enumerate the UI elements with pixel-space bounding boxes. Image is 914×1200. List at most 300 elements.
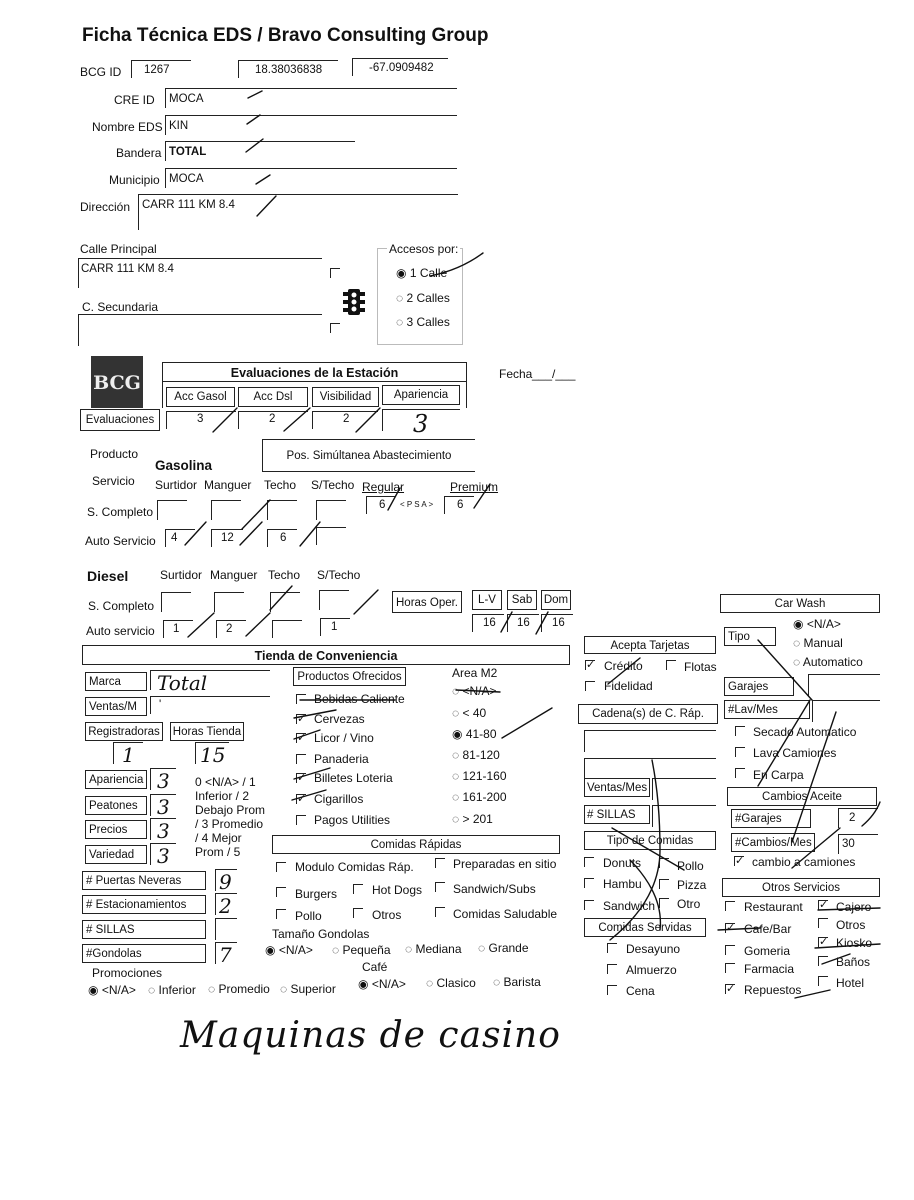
premium-value[interactable]: 6 [444,496,474,514]
puertas-neveras-label: # Puertas Neveras [82,871,206,890]
radio-icon: ◌ [405,942,413,956]
radio-icon: ◌ [426,976,434,990]
secado-checkbox[interactable] [735,726,745,736]
nombre-eds-value: KIN [169,120,189,132]
promo-option-0-label: <N/A> [101,983,136,997]
direccion-value: CARR 111 KM 8.4 [142,199,235,211]
gasolina-label: Gasolina [155,458,213,473]
lav-mes-value[interactable] [812,700,880,722]
visibilidad-value[interactable]: 2 [312,411,378,429]
horas-dom-header: Dom [541,590,571,610]
garajes-label: Garajes [724,677,794,696]
tienda-sillas-value[interactable] [215,918,237,940]
flotas-label: Flotas [684,660,717,674]
area-option-5[interactable] [452,791,507,803]
radio-icon: ◌ [452,790,460,804]
acc-dsl-value[interactable]: 2 [238,411,308,429]
diesel-col-manguer: Manguer [210,568,258,582]
area-option-3-label: 81-120 [462,748,500,762]
servicio-label: Servicio [92,474,135,488]
municipio-label: Municipio [109,173,160,187]
rating-peatones-value[interactable]: 3 [150,794,176,816]
area-option-3[interactable] [452,749,500,761]
area-option-4[interactable] [452,770,507,782]
cafe-bar-checkbox[interactable]: ✓ [726,922,736,934]
tipo-sandwich-checkbox[interactable] [584,900,594,910]
gas-sc-manguer[interactable] [211,500,241,520]
tipo-donuts-checkbox[interactable] [584,857,594,867]
cajero-label: Cajero [836,900,872,914]
estacionamientos-value[interactable]: 2 [215,893,237,915]
direccion-label: Dirección [80,200,131,214]
cajero-checkbox[interactable]: ✓ [819,899,829,911]
radio-icon: ◌ [452,769,460,783]
cafe-bar-label: Cafe/Bar [744,922,792,936]
diesel-as-stecho[interactable]: 1 [320,618,350,636]
diesel-col-surtidor: Surtidor [160,568,203,582]
cadena-field-1[interactable] [584,730,716,752]
tamano-option-2[interactable] [405,943,462,955]
bcg-id-value: 1267 [144,64,170,76]
tipo-otro-checkbox[interactable] [659,898,669,908]
latitude-value: 18.38036838 [255,64,323,76]
producto-checkbox-0[interactable] [296,694,306,704]
garajes-value[interactable] [808,674,880,696]
radio-icon: ◌ [396,315,404,329]
diesel-as-techo[interactable] [272,620,302,638]
bcg-id-field[interactable] [131,60,191,78]
car-wash-title: Car Wash [720,594,880,613]
acc-dsl-header: Acc Dsl [238,387,308,407]
cre-id-value: MOCA [169,93,204,105]
horas-sab-header: Sab [507,590,537,610]
radio-icon: ◌ [452,812,460,826]
gas-col-surtidor: Surtidor [155,478,198,492]
car-wash-option-2-label: Automatico [802,655,863,669]
tamano-option-1[interactable] [332,944,391,956]
farmacia-label: Farmacia [744,962,795,976]
cadena-ventas-value[interactable] [652,778,716,800]
scale-line-5: / 4 Mejor [195,831,242,845]
tienda-title: Tienda de Conveniencia [82,645,570,665]
gomeria-label: Gomeria [744,944,791,958]
tamano-gondolas-label: Tamaño Gondolas [272,927,370,941]
banos-checkbox[interactable] [818,956,828,966]
almuerzo-label: Almuerzo [626,963,677,977]
repuestos-checkbox[interactable]: ✓ [726,983,736,995]
estacionamientos-label: # Estacionamientos [82,895,206,914]
tienda-sillas-label: # SILLAS [82,920,206,939]
comida-checkbox-1[interactable] [435,858,445,868]
calle-secundaria-checkbox[interactable] [330,323,340,333]
cambios-aceite-title: Cambios Aceite [727,787,877,806]
diesel-col-techo: Techo [268,568,301,582]
fidelidad-label: Fidelidad [604,679,653,693]
car-wash-option-1-label: Manual [803,636,843,650]
producto-label-0: Bebidas Caliente [314,692,405,706]
radio-icon: ◌ [793,636,801,650]
acepta-tarjetas-title: Acepta Tarjetas [584,636,716,654]
radio-selected-icon: ◉ [88,983,99,997]
radio-icon: ◌ [452,684,460,698]
calle-secundaria-label: C. Secundaria [82,300,159,314]
ventas-m-label: Ventas/M [85,697,147,716]
tamano-option-0[interactable] [265,944,313,956]
car-wash-option-0-label: <N/A> [806,617,841,631]
comida-checkbox-3[interactable] [353,884,363,894]
traffic-light-icon [339,287,369,317]
tamano-option-2-label: Mediana [415,942,462,956]
lav-mes-label: #Lav/Mes [724,700,810,719]
cambios-garajes-label: #Garajes [731,809,811,828]
radio-icon: ◌ [793,655,801,669]
secado-label: Secado Automatico [753,725,857,739]
producto-label: Producto [90,447,139,461]
radio-icon: ◌ [208,982,216,996]
otros-label: Otros [836,918,866,932]
cre-id-label: CRE ID [114,93,155,107]
apariencia-header: Apariencia [382,385,460,405]
diesel-label: Diesel [87,568,129,584]
cadena-title: Cadena(s) de C. Ráp. [578,704,718,724]
tipo-hambu-label: Hambu [603,877,642,891]
tipo-pizza-checkbox[interactable] [659,879,669,889]
radio-icon: ◌ [478,941,486,955]
area-option-0-label: <N/A> [462,684,497,698]
gas-col-manguer: Manguer [204,478,252,492]
rating-peatones-label: Peatones [85,796,147,815]
producto-label-1: Cervezas [314,712,365,726]
radio-selected-icon: ◉ [358,977,369,991]
tipo-otro-label: Otro [677,897,701,911]
bcg-logo: BCG [91,356,143,408]
hotel-checkbox[interactable] [818,976,828,986]
cadena-field-2[interactable] [584,758,716,780]
camiones-label: cambio a camiones [752,855,856,869]
accesos-title: Accesos por: [389,242,459,256]
comida-checkbox-0[interactable] [276,862,286,872]
rating-precios-label: Precios [85,820,147,839]
tipo-sandwich-label: Sandwich [603,899,656,913]
cafe-label: Café [362,960,388,974]
radio-icon: ◌ [148,983,156,997]
otros-servicios-title: Otros Servicios [722,878,880,897]
en-carpa-checkbox[interactable] [735,768,745,778]
cafe-option-2-label: Barista [503,975,541,989]
cadena-ventas-mes: Ventas/Mes [584,778,650,797]
comida-checkbox-5[interactable] [276,909,286,919]
lava-camiones-label: Lava Camiones [753,746,837,760]
repuestos-label: Repuestos [744,983,802,997]
evaluaciones-title: Evaluaciones de la Estación [162,362,467,382]
cafe-option-2[interactable] [493,976,541,988]
handwritten-note: Maquinas de casino [180,1015,561,1056]
pos-simultanea-box: Pos. Simúltanea Abastecimiento [262,439,475,472]
cafe-option-1-label: Clasico [436,976,476,990]
comida-checkbox-2[interactable] [276,887,286,897]
cafe-option-1[interactable] [426,977,476,989]
comida-label-0: Modulo Comidas Ráp. [295,860,414,874]
comida-checkbox-4[interactable] [435,882,445,892]
cena-checkbox[interactable] [607,985,617,995]
producto-label-2: Licor / Vino [314,731,374,745]
tamano-option-3-label: Grande [488,941,529,955]
visibilidad-header: Visibilidad [312,387,379,407]
scale-line-2: Inferior / 2 [195,789,250,803]
promociones-label: Promociones [92,966,163,980]
gas-sc-techo[interactable] [267,500,297,520]
psa-label: < P S A > [400,500,434,509]
radio-icon: ◌ [280,982,288,996]
diesel-as-surtidor[interactable]: 1 [163,620,193,638]
credito-checkbox[interactable]: ✓ [586,659,596,671]
gas-sc-surtidor[interactable] [157,500,187,520]
rating-apariencia-label: Apariencia [85,770,147,789]
premium-label: Premium [450,480,499,494]
municipio-field[interactable] [165,168,457,188]
gas-as-techo[interactable]: 6 [267,529,297,547]
cambios-mes-label: #Cambios/Mes [731,833,815,852]
regular-label: Regular [362,480,405,494]
diesel-col-stecho: S/Techo [317,568,361,582]
radio-icon: ◌ [452,706,460,720]
area-option-1[interactable] [452,707,486,719]
productos-ofrecidos-title: Productos Ofrecidos [293,667,406,686]
area-m2-title: Area M2 [452,666,498,680]
camiones-checkbox[interactable]: ✓ [735,855,745,867]
acc-gasol-value[interactable]: 3 [166,411,236,429]
comidas-rapidas-title: Comidas Rápidas [272,835,560,854]
lava-camiones-checkbox[interactable] [735,747,745,757]
longitude-field[interactable] [352,58,448,76]
horas-dom-value[interactable]: 16 [541,614,573,632]
marca-value[interactable]: Total [150,670,270,690]
bandera-label: Bandera [116,146,162,160]
diesel-auto-label: Auto servicio [86,624,155,638]
car-wash-option-1[interactable] [793,637,843,649]
banos-label: Baños [836,955,871,969]
calle-principal-label: Calle Principal [80,242,157,256]
scale-line-1: 0 <N/A> / 1 [195,775,256,789]
car-wash-option-0[interactable] [793,618,841,630]
diesel-sc-techo[interactable] [270,592,300,612]
radio-icon: ◌ [493,975,501,989]
producto-checkbox-4[interactable]: ✓ [297,772,307,784]
tipo-comidas-title: Tipo de Comidas [584,831,716,850]
tipo-hambu-checkbox[interactable] [584,878,594,888]
gas-as-manguer[interactable]: 12 [211,529,243,547]
area-option-4-label: 121-160 [462,769,507,783]
cambios-garajes-value[interactable]: 2 [838,808,878,828]
kiosko-label: Kiosko [836,936,873,950]
ventas-m-value[interactable]: ' [150,696,270,714]
horas-lv-header: L-V [472,590,502,610]
tipo-donuts-label: Donuts [603,856,642,870]
radio-icon: ◌ [332,943,340,957]
diesel-sc-stecho[interactable] [319,590,349,610]
car-wash-tipo: Tipo [724,627,776,646]
cre-id-field[interactable] [165,88,457,108]
credito-label: Crédito [604,659,643,673]
flotas-checkbox[interactable] [666,660,676,670]
cadena-sillas-value[interactable] [652,805,716,827]
bcg-id-label: BCG ID [80,65,122,79]
fecha-value[interactable]: ___/___ [532,367,576,381]
horas-tienda-value[interactable]: 15 [195,742,229,764]
gas-s-completo-label: S. Completo [87,505,154,519]
comida-checkbox-6[interactable] [353,908,363,918]
marca-label: Marca [85,672,147,691]
diesel-s-completo-label: S. Completo [88,599,155,613]
comida-label-6: Otros [372,908,402,922]
comida-label-7: Comidas Saludable [453,907,558,921]
regular-value[interactable]: 6 [366,496,396,514]
producto-checkbox-1[interactable]: ✓ [297,713,307,725]
promo-option-0[interactable] [88,984,136,996]
gas-auto-servicio-label: Auto Servicio [85,534,156,548]
horas-oper-label: Horas Oper. [392,591,462,613]
producto-checkbox-5[interactable]: ✓ [297,793,307,805]
evaluaciones-button[interactable]: Evaluaciones [80,409,160,431]
bandera-value: TOTAL [169,146,207,158]
calle-principal-value: CARR 111 KM 8.4 [81,263,174,275]
calle-principal-field[interactable] [78,258,322,288]
rating-apariencia-value[interactable]: 3 [150,768,176,790]
rating-variedad-label: Variedad [85,845,147,864]
hotel-label: Hotel [836,976,865,990]
puertas-neveras-value[interactable]: 9 [215,869,237,891]
area-option-1-label: < 40 [462,706,487,720]
comida-label-3: Hot Dogs [372,883,423,897]
gondolas-value[interactable]: 7 [215,942,237,964]
area-option-6[interactable] [452,813,493,825]
apariencia-value[interactable]: 3 [382,409,460,431]
registradoras-value[interactable]: 1 [113,742,143,764]
promo-option-1-label: Inferior [158,983,196,997]
producto-label-3: Panaderia [314,752,369,766]
tipo-pizza-label: Pizza [677,878,707,892]
tamano-option-0-label: <N/A> [278,943,313,957]
gas-as-stecho[interactable] [316,527,346,545]
radio-selected-icon: ◉ [396,266,407,280]
gas-col-stecho: S/Techo [311,478,355,492]
area-option-0[interactable] [452,685,497,697]
fecha-label: Fecha [499,367,533,381]
gondolas-label: #Gondolas [82,944,206,963]
cadena-sillas: # SILLAS [584,805,650,824]
radio-selected-icon: ◉ [452,727,463,741]
area-option-5-label: 161-200 [462,790,507,804]
accesos-option-3-label: 3 Calles [406,315,450,329]
otros-checkbox[interactable] [818,918,828,928]
promo-option-2-label: Promedio [218,982,270,996]
comidas-servidas-title: Comidas Servidas [584,918,706,937]
nombre-eds-label: Nombre EDS [92,120,163,134]
kiosko-checkbox[interactable]: ✓ [819,936,829,948]
producto-checkbox-3[interactable] [296,754,306,764]
cafe-option-0[interactable] [358,978,406,990]
diesel-as-manguer[interactable]: 2 [216,620,246,638]
longitude-value: -67.0909482 [369,62,434,74]
calle-secundaria-field[interactable] [78,314,322,346]
scale-line-4: / 3 Promedio [195,817,264,831]
tamano-option-1-label: Pequeña [342,943,391,957]
comida-label-5: Pollo [295,909,322,923]
promo-option-1[interactable] [148,984,196,996]
producto-label-6: Pagos Utilities [314,813,391,827]
gas-sc-stecho[interactable] [316,500,346,520]
farmacia-checkbox[interactable] [725,963,735,973]
fidelidad-checkbox[interactable] [585,681,595,691]
accesos-option-1[interactable] [396,267,447,279]
registradoras-label: Registradoras [85,722,163,741]
gas-as-surtidor[interactable]: 4 [165,529,195,547]
diesel-sc-surtidor[interactable] [161,592,191,612]
producto-label-4: Billetes Loteria [314,771,393,785]
comida-checkbox-7[interactable] [435,907,445,917]
gomeria-checkbox[interactable] [725,945,735,955]
producto-checkbox-2[interactable]: ✓ [297,732,307,744]
cena-label: Cena [626,984,655,998]
radio-selected-icon: ◉ [265,943,276,957]
tipo-pollo-checkbox[interactable] [659,858,669,868]
rating-variedad-value[interactable]: 3 [150,843,176,865]
scale-line-3: Debajo Prom [195,803,266,817]
acc-gasol-header: Acc Gasol [166,387,235,407]
nombre-eds-field[interactable] [165,115,457,135]
calle-principal-checkbox[interactable] [330,268,340,278]
comida-label-4: Sandwich/Subs [453,882,536,896]
horas-tienda-label: Horas Tienda [170,722,244,741]
promo-option-3-label: Superior [290,982,336,996]
promo-option-2[interactable] [208,983,270,995]
scale-line-6: Prom / 5 [195,845,241,859]
area-option-2[interactable] [452,728,497,740]
restaurant-label: Restaurant [744,900,803,914]
cambios-mes-value[interactable]: 30 [838,834,878,854]
latitude-field[interactable] [238,60,338,78]
tamano-option-3[interactable] [478,942,529,954]
restaurant-checkbox[interactable] [725,901,735,911]
bandera-field[interactable] [165,141,355,161]
accesos-option-3[interactable] [396,316,450,328]
horas-sab-value[interactable]: 16 [507,614,539,632]
radio-icon: ◌ [396,291,404,305]
radio-selected-icon: ◉ [793,617,804,631]
accesos-option-1-label: 1 Calle [409,266,448,280]
desayuno-checkbox[interactable] [607,943,617,953]
comida-label-1: Preparadas en sitio [453,857,557,871]
gas-col-techo: Techo [264,478,297,492]
radio-icon: ◌ [452,748,460,762]
accesos-option-2[interactable] [396,292,450,304]
promo-option-3[interactable] [280,983,336,995]
area-option-6-label: > 201 [462,812,493,826]
page-title: Ficha Técnica EDS / Bravo Consulting Group [82,25,489,46]
producto-checkbox-6[interactable] [296,815,306,825]
direccion-field[interactable] [138,194,458,230]
tipo-pollo-label: Pollo [677,859,704,873]
accesos-option-2-label: 2 Calles [406,291,450,305]
comida-label-2: Burgers [295,887,338,901]
horas-lv-value[interactable]: 16 [472,614,504,632]
municipio-value: MOCA [169,173,204,185]
desayuno-label: Desayuno [626,942,681,956]
rating-precios-value[interactable]: 3 [150,818,176,840]
almuerzo-checkbox[interactable] [607,964,617,974]
diesel-sc-manguer[interactable] [214,592,244,612]
car-wash-option-2[interactable] [793,656,863,668]
